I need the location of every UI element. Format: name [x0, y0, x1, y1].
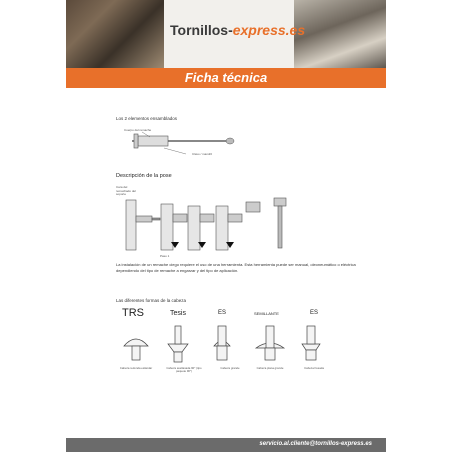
assembly-callout-bottom: Clavo / mandril [192, 152, 213, 156]
heads-drawing [116, 320, 346, 364]
head-label-es: ES [218, 310, 227, 316]
tools-photo [66, 0, 164, 68]
pose-step-label: Paso 1 [160, 254, 170, 258]
head-label-semillante: SEMILLANTE [254, 311, 279, 316]
data-sheet-page [66, 0, 386, 452]
head-caption-es-2: Cabeza fresada [304, 366, 324, 370]
description-paragraph: La instalación de un remache ciego requiere el uso de una herramienta. Esta herramienta puede ser manual, oleoneumático o eléctrica dependiendo del tipo de remache a engarzar y del tipo de aplicación. [116, 262, 356, 273]
pose-heading: Descripción de la pose [116, 173, 172, 179]
head-label-tesis: Tesis [170, 310, 186, 317]
head-label-trs: TRS [122, 307, 144, 319]
brand-accent: express.es [232, 22, 306, 38]
head-caption-semillante: Cabeza plana grande [256, 366, 284, 370]
brand-main: Tornillos- [170, 22, 233, 38]
assembly-label: Los 2 elementos ensamblados [116, 116, 178, 121]
pose-callout: Cara del remachado del soporte [116, 185, 136, 197]
brand-logo [170, 22, 305, 38]
screws-photo [294, 0, 386, 68]
head-caption-es: Cabeza grande [220, 366, 240, 370]
head-caption-trs: Cabeza redonda estándar [119, 366, 153, 370]
pose-steps-drawing [116, 190, 306, 260]
page-title: Ficha técnica [184, 70, 268, 85]
contact-email[interactable]: servicio.al.cliente@tornillos-express.es [259, 441, 372, 447]
heads-heading: Las diferentes formas de la cabeza [116, 298, 187, 303]
assembly-callout-top: Cuerpo del remache [124, 128, 152, 132]
head-label-es-2: ES [310, 310, 319, 316]
head-caption-tesis: Cabeza avellanada 90° (tipo paquete 90°) [166, 366, 202, 374]
